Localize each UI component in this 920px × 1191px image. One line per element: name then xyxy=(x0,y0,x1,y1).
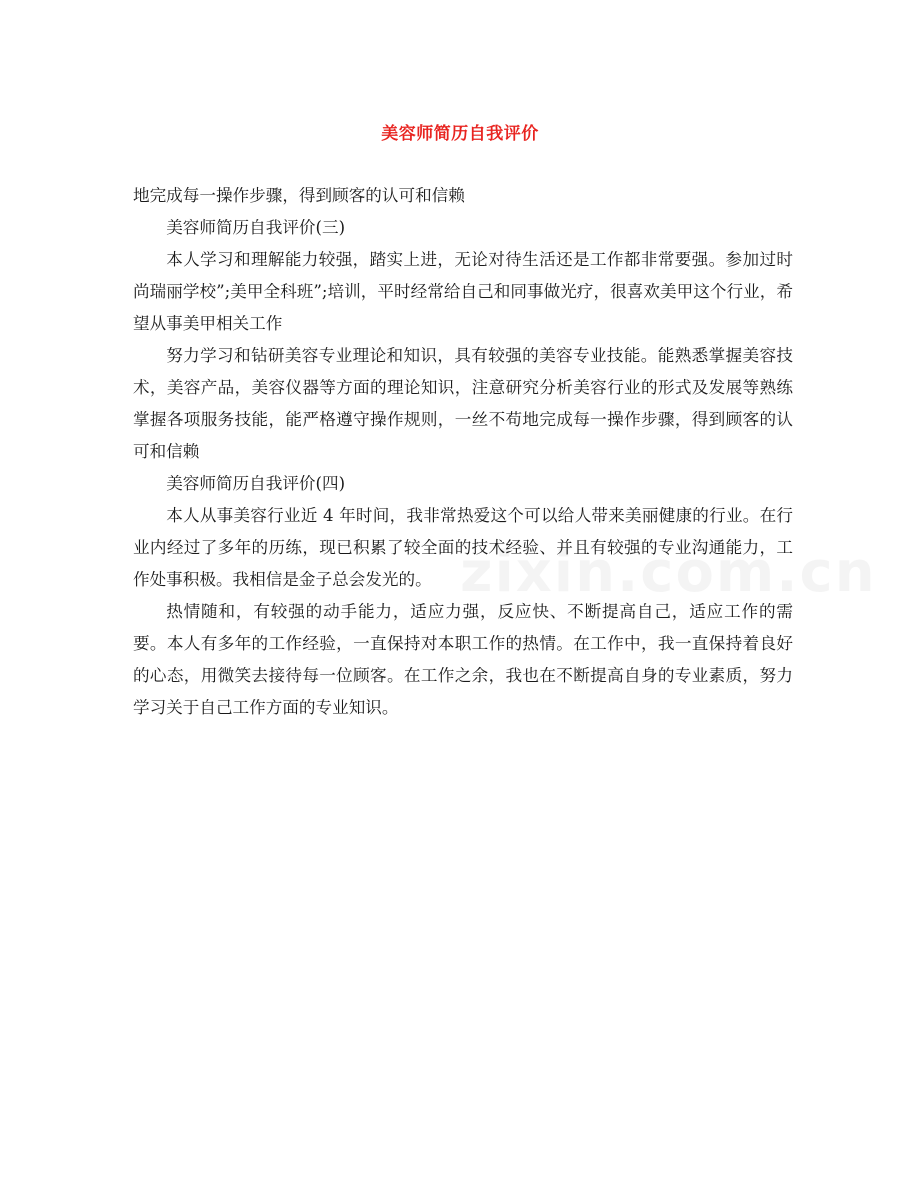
document-body xyxy=(133,180,793,724)
paragraph-industry-experience: 本人从事美容行业近 4 年时间，我非常热爱这个可以给人带来美丽健康的行业。在行业内经过了多年的历练，现已积累了较全面的技术经验、并且有较强的专业沟通能力，工作处事积极。我相信是金子总会发光的。 xyxy=(133,506,793,589)
paragraph-professional-skills: 努力学习和钻研美容专业理论和知识，具有较强的美容专业技能。能熟悉掌握美容技术，美容产品，美容仪器等方面的理论知识，注意研究分析美容行业的形式及发展等熟练掌握各项服务技能，能严格遵守操作规则，一丝不苟地完成每一操作步骤，得到顾客的认可和信赖 xyxy=(133,346,793,461)
document-title: 美容师简历自我评价 xyxy=(381,124,539,144)
paragraph-personality: 热情随和，有较强的动手能力，适应力强，反应快、不断提高自己，适应工作的需要。本人有多年的工作经验，一直保持对本职工作的热情。在工作中，我一直保持着良好的心态，用微笑去接待每一位顾客。在工作之余，我也在不断提高自身的专业素质，努力学习关于自己工作方面的专业知识。 xyxy=(133,602,793,717)
paragraph-continuation: 地完成每一操作步骤，得到顾客的认可和信赖 xyxy=(133,186,465,205)
section-heading-three: 美容师简历自我评价(三) xyxy=(166,218,346,237)
paragraph-nail-training: 本人学习和理解能力较强，踏实上进，无论对待生活还是工作都非常要强。参加过时尚瑞丽学校”;美甲全科班”;培训，平时经常给自己和同事做光疗，很喜欢美甲这个行业，希望从事美甲相关工作 xyxy=(133,250,793,333)
section-heading-four: 美容师简历自我评价(四) xyxy=(166,474,346,493)
